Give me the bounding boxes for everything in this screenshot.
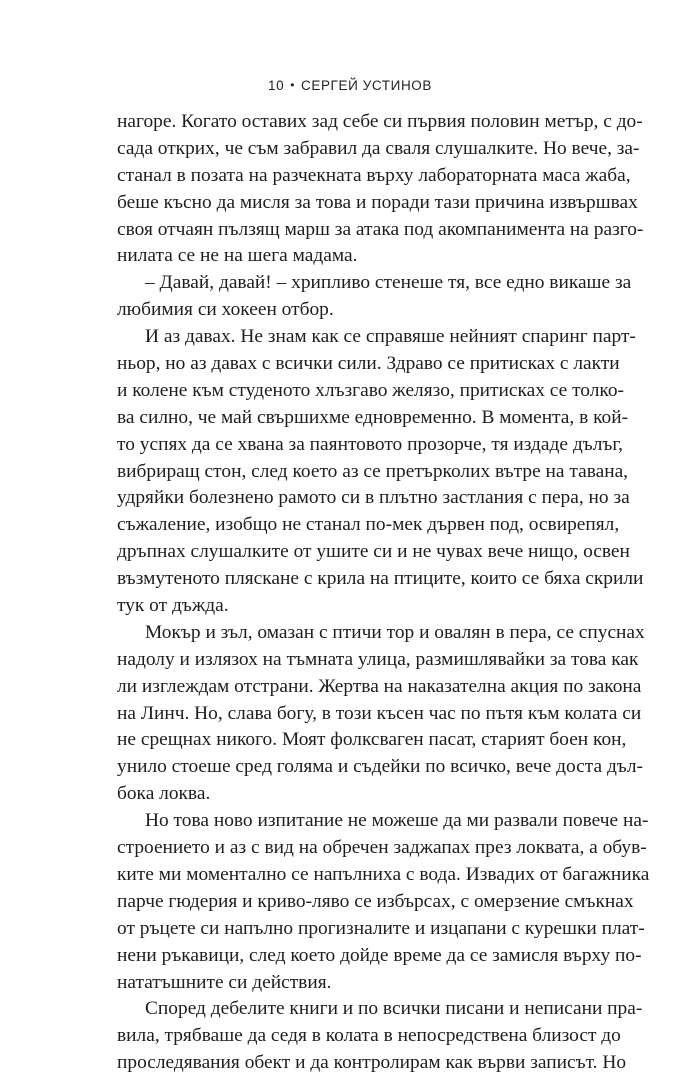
text-line: ньор, но аз давах с всички сили. Здраво се притисках с лакти bbox=[117, 353, 620, 375]
text-line: Но това ново изпитание не можеше да ми развали повече на- bbox=[145, 810, 649, 832]
paragraph bbox=[117, 109, 644, 270]
text-line: нилата се не на шега мадама. bbox=[117, 245, 358, 267]
text-line: – Давай, давай! – хрипливо стенеше тя, все едно викаше за bbox=[145, 272, 632, 294]
text-line: вибриращ стон, след което аз се претърколих вътре на тавана, bbox=[117, 460, 629, 482]
running-head bbox=[0, 78, 700, 93]
text-line: нататъшните си действия. bbox=[117, 971, 332, 993]
text-line: парче гюдерия и криво-ляво се избърсах, с омерзение смъкнах bbox=[117, 890, 634, 912]
text-line: бока локва. bbox=[117, 783, 211, 805]
paragraph bbox=[117, 620, 645, 808]
page-number: 10 bbox=[267, 78, 285, 93]
text-line: възмутеното пляскане с крила на птиците, които се бяха скрили bbox=[117, 568, 644, 590]
author-name: СЕРГЕЙ УСТИНОВ bbox=[301, 78, 433, 93]
text-line: то успях да се хвана за паянтовото прозорче, тя издаде дълъг, bbox=[117, 433, 624, 455]
text-line: строението и аз с вид на обречен заджапах през локвата, а обув- bbox=[117, 837, 647, 859]
text-line: ките ми моментално се напълниха с вода. Извадих от багажника bbox=[117, 863, 650, 885]
text-line: надолу и излязох на тъмната улица, размишлявайки за това как bbox=[117, 648, 639, 670]
text-line: И аз давах. Не знам как се справяше нейният спаринг парт- bbox=[145, 326, 636, 348]
paragraph bbox=[117, 324, 644, 620]
text-line: съжаление, изобщо не станал по-мек дървен под, освирепял, bbox=[117, 514, 620, 536]
text-line: сада открих, че съм забравил да сваля слушалките. Но вече, за- bbox=[117, 137, 640, 159]
text-line: тук от дъжда. bbox=[117, 595, 229, 617]
text-line: на Линч. Но, слава богу, в този късен час по пътя към колата си bbox=[117, 702, 642, 724]
text-line: ли изглеждам отстрани. Жертва на наказателна акция по закона bbox=[117, 675, 642, 697]
paragraph bbox=[117, 996, 643, 1077]
text-line: беше късно да мисля за това и поради тази причина извършвах bbox=[117, 191, 638, 213]
paragraph bbox=[117, 270, 632, 324]
text-line: не срещнах никого. Моят фолксваген пасат, старият боен кон, bbox=[117, 729, 627, 751]
text-line: Според дебелите книги и по всички писани и неписани пра- bbox=[145, 998, 643, 1020]
text-line: вила, трябваше да седя в колата в непосредствена близост до bbox=[117, 1025, 621, 1047]
text-line: проследявания обект и да контролирам как върви записът. Но bbox=[117, 1052, 627, 1074]
text-line: любимия си хокеен отбор. bbox=[117, 299, 334, 321]
text-line: своя отчаян пълзящ марш за атака под акомпанимента на разго- bbox=[117, 218, 644, 240]
text-line: ва силно, че май свършихме едновременно. В момента, в кой- bbox=[117, 406, 629, 428]
text-line: Мокър и зъл, омазан с птичи тор и овалян в пера, се спуснах bbox=[145, 621, 645, 643]
text-line: от ръцете си напълно прогизналите и изцапани с курешки плат- bbox=[117, 917, 645, 939]
separator-bullet: • bbox=[290, 78, 295, 92]
text-line: дръпнах слушалките от ушите си и не чувах вече нищо, освен bbox=[117, 541, 630, 563]
text-line: станал в позата на разчекната върху лабораторната маса жаба, bbox=[117, 164, 631, 186]
text-line: нени ръкавици, след което дойде време да се замисля върху по- bbox=[117, 944, 642, 966]
body-text bbox=[117, 109, 650, 1077]
text-line: и колене към студеното хлъзгаво желязо, притисках се толко- bbox=[117, 379, 624, 401]
paragraph bbox=[117, 808, 650, 996]
text-line: унило стоеше сред голяма и съдейки по всичко, вече доста дъл- bbox=[117, 756, 643, 778]
text-line: удряйки болезнено рамото си в плътно застлания с пера, но за bbox=[117, 487, 630, 509]
text-line: нагоре. Когато оставих зад себе си първия половин метър, с до- bbox=[117, 111, 643, 132]
